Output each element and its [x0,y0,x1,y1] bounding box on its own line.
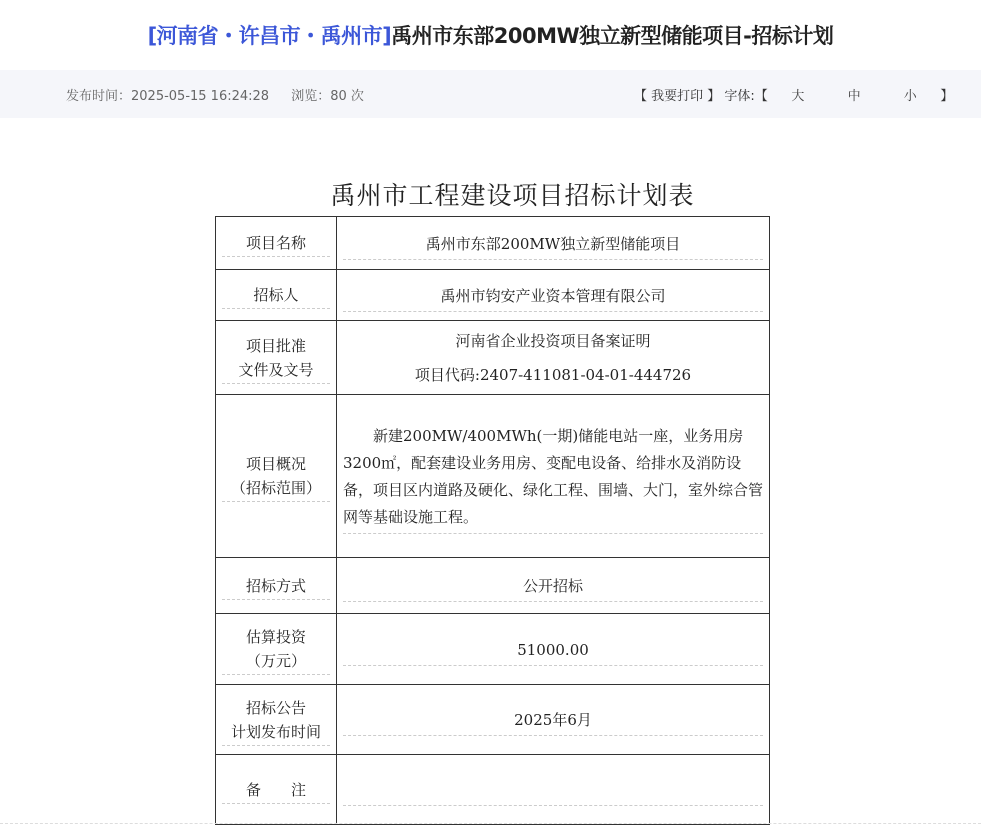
bottom-divider [0,823,981,824]
approval-label-line2: 文件及文号 [238,360,314,379]
approval-label-line1: 项目批准 [245,336,306,355]
cell-label [216,270,337,321]
table-row [216,321,770,395]
notice-label-line1: 招标公告 [245,698,306,717]
title-text: 禹州市东部200MW独立新型储能项目-招标计划 [391,24,834,48]
remark-label: 备 注 [222,776,330,804]
approval-label [222,332,330,384]
meta-actions [634,85,953,104]
region-link[interactable]: [河南省・许昌市・禹州市] [147,24,392,48]
cell-label [216,614,337,685]
table-row [216,270,770,321]
table-row [216,217,770,270]
overview-value: 新建200MW/400MWh(一期)储能电站一座，业务用房3200㎡，配套建设业务用房、变配电设备、给排水及消防设备，项目区内道路及硬化、绿化工程、围墙、大门，室外综合管网等基础设施工程。 [343,419,763,534]
cell-label [216,558,337,614]
project-name-value: 禹州市东部200MW独立新型储能项目 [343,227,763,260]
overview-label [222,450,330,502]
cell-value [337,270,770,321]
investment-label-line1: 估算投资 [245,628,306,646]
remark-value [343,773,763,806]
cell-label [216,685,337,755]
approval-doc-name: 河南省企业投资项目备案证明 [455,331,651,350]
table-row [216,614,770,685]
cell-value [337,558,770,614]
page-title [0,20,981,50]
cell-label [216,755,337,825]
method-value: 公开招标 [343,569,763,602]
cell-value [337,685,770,755]
table-row [216,395,770,558]
investment-label [222,623,330,675]
cell-label [216,217,337,270]
table-row [216,558,770,614]
investment-value: 51000.00 [343,633,763,666]
notice-time-value: 2025年6月 [343,703,763,736]
approval-project-code: 项目代码:2407-411081-04-01-444726 [414,365,692,384]
table-row [216,685,770,755]
overview-label-line2: （招标范围） [230,479,321,497]
project-name-label: 项目名称 [222,229,330,257]
cell-value [337,614,770,685]
font-medium-button[interactable]: 中 [847,89,861,104]
bid-plan-table [215,216,770,825]
table-row [216,755,770,825]
cell-value [337,395,770,558]
title-bar [0,0,981,70]
bidder-label: 招标人 [222,281,330,309]
notice-time-label [222,694,330,746]
method-label: 招标方式 [222,572,330,600]
notice-label-line2: 计划发布时间 [230,722,321,741]
investment-label-line2: （万元） [245,652,306,670]
overview-label-line1: 项目概况 [245,455,306,473]
cell-label [216,321,337,395]
font-size-label: 字体:【 [724,89,768,104]
cell-value [337,321,770,395]
print-button[interactable]: 【 我要打印 】 [634,89,721,104]
doc-title: 禹州市工程建设项目招标计划表 [330,181,695,210]
cell-label [216,395,337,558]
meta-bar [0,70,981,118]
publish-time: 发布时间：2025-05-15 16:24:28 [66,89,270,104]
cell-value [337,755,770,825]
meta-info [66,85,382,104]
bidder-value: 禹州市钧安产业资本管理有限公司 [343,279,763,312]
font-large-button[interactable]: 大 [791,89,805,104]
view-count: 浏览：80 次 [291,89,364,104]
cell-value [337,217,770,270]
font-small-button[interactable]: 小 [903,89,917,104]
font-size-close: 】 [940,89,954,104]
